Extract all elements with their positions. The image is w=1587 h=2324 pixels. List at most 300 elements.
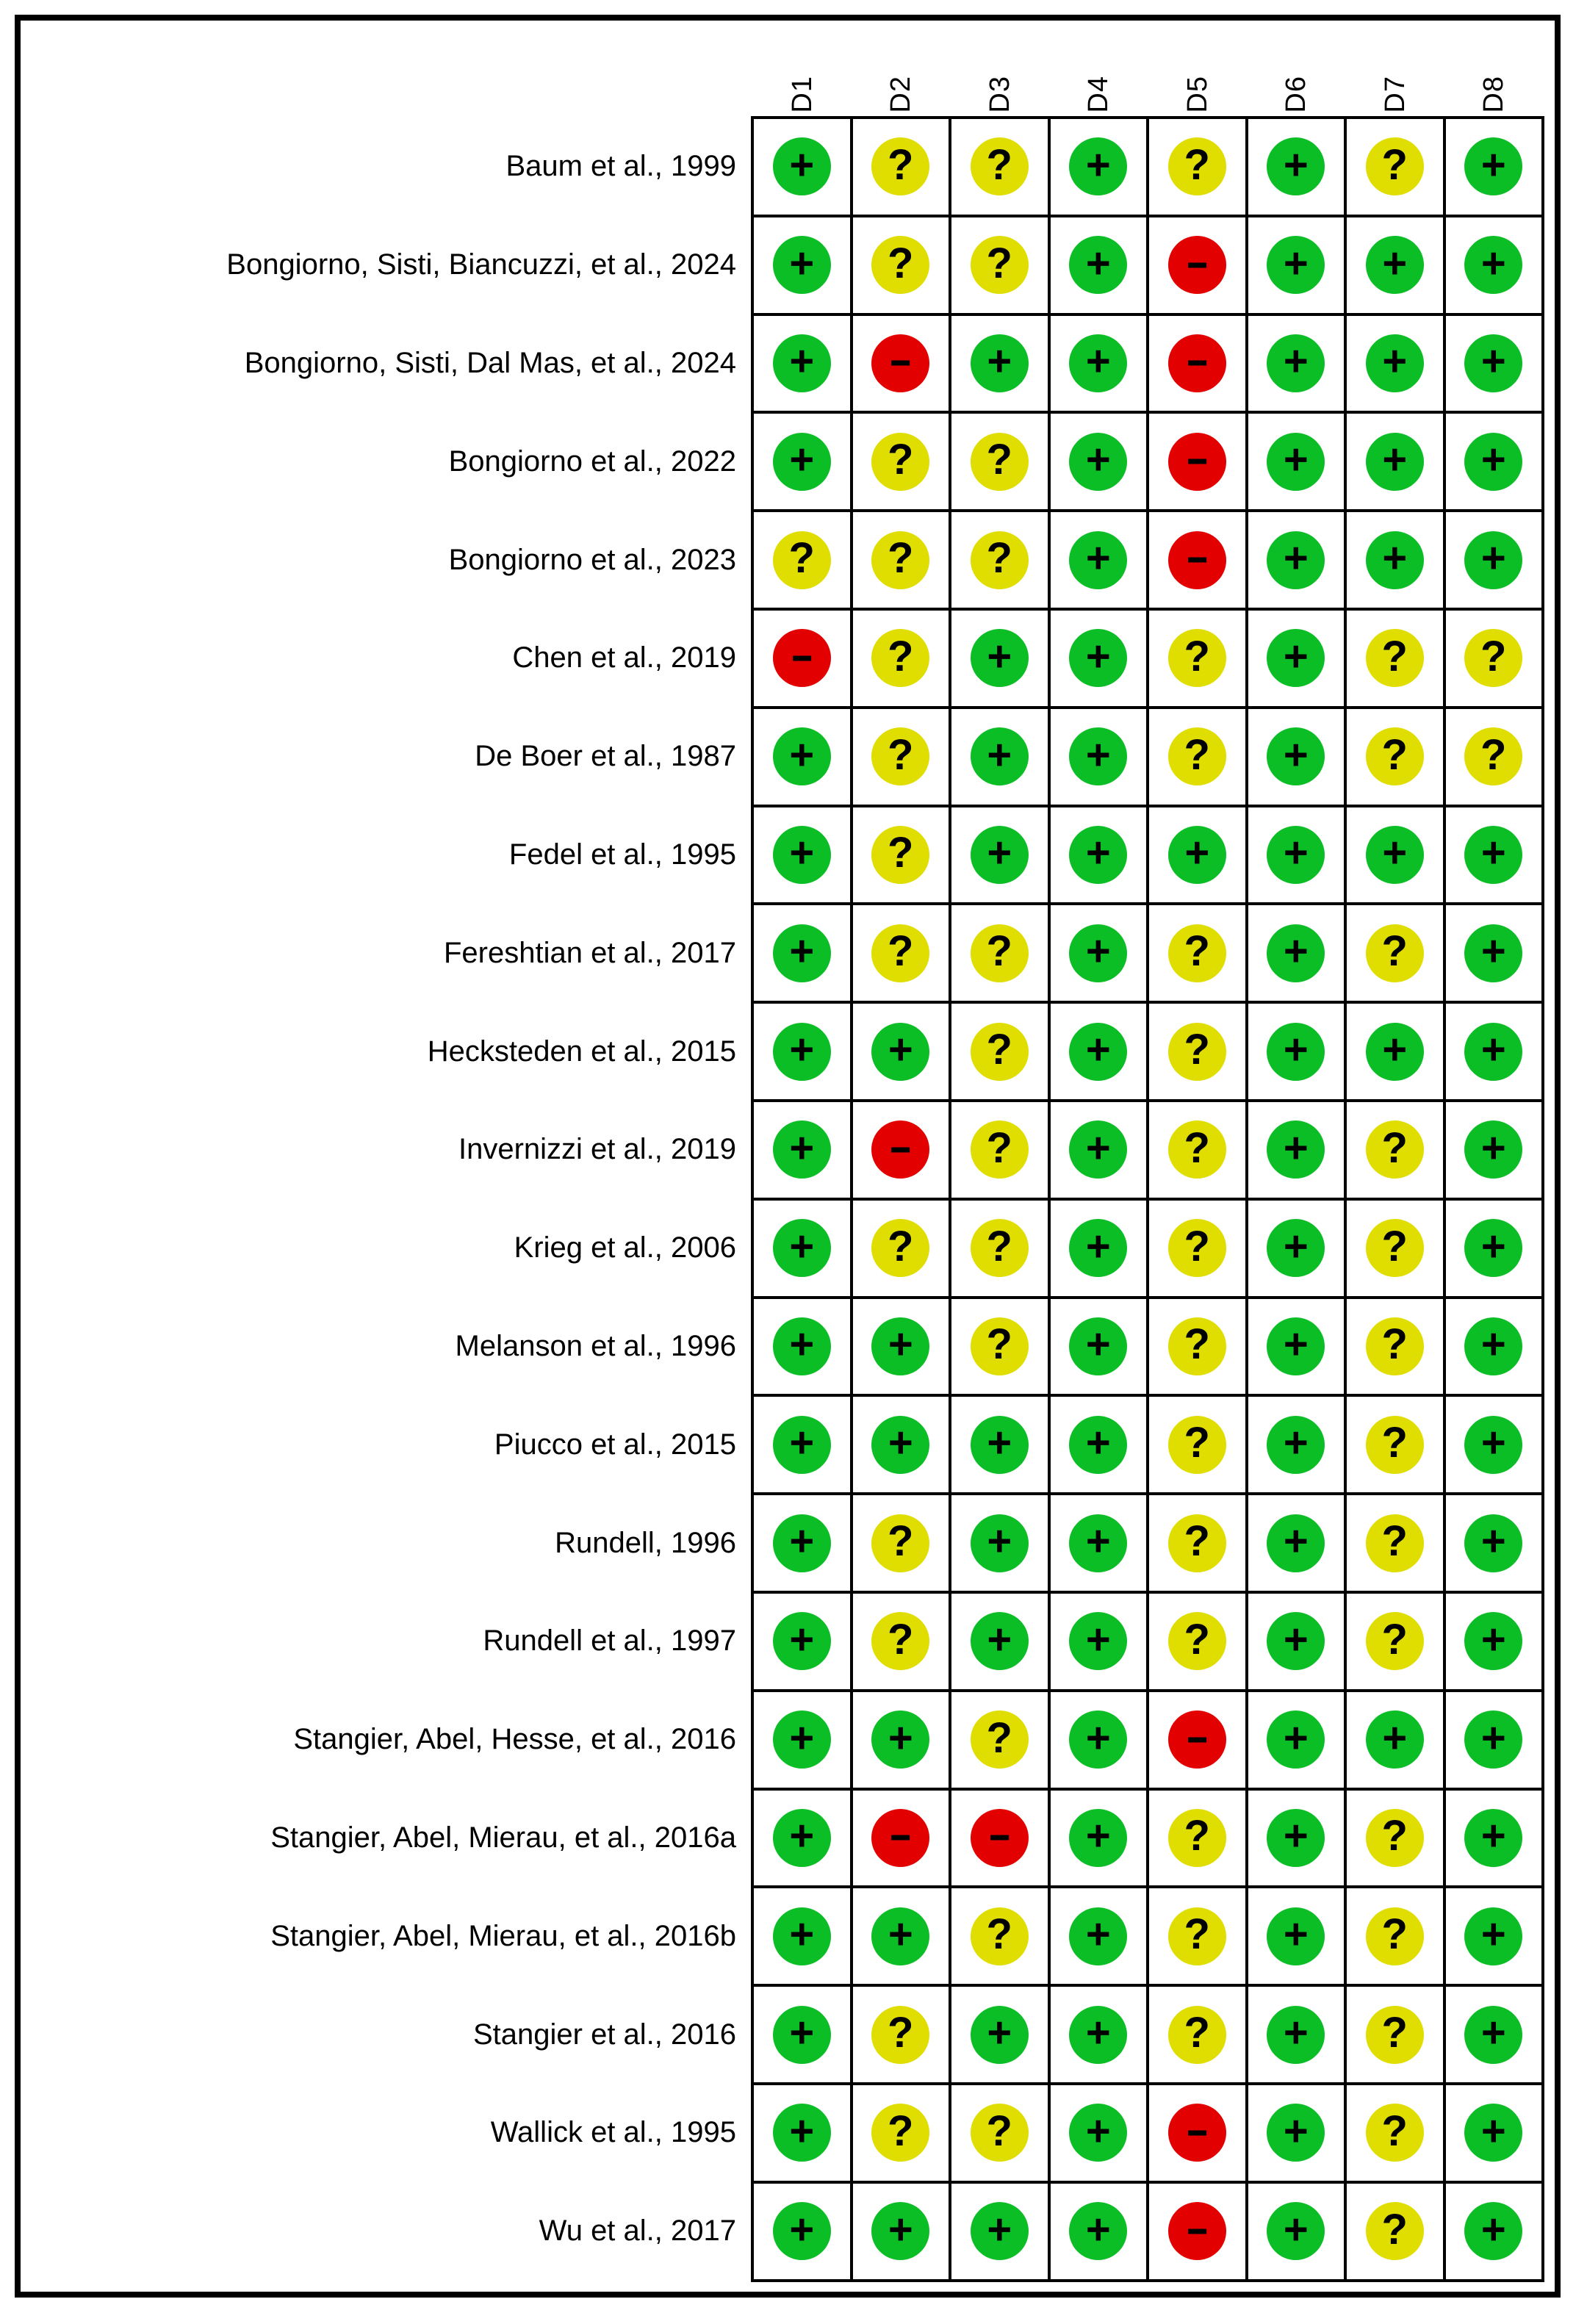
rating-circle-minus — [871, 1120, 929, 1179]
rating-circle-question — [1366, 629, 1424, 687]
rating-cell — [1051, 1791, 1147, 1886]
rating-circle-plus — [1069, 137, 1127, 195]
rating-cell — [1248, 512, 1345, 608]
rating-circle-plus — [1366, 334, 1424, 392]
rating-circle-plus — [1069, 236, 1127, 294]
rating-circle-plus — [1464, 2104, 1522, 2162]
rating-cell — [1149, 414, 1245, 509]
rating-cell — [1248, 1692, 1345, 1788]
rating-symbol: ? — [888, 436, 914, 484]
column-header-d6 — [1247, 16, 1346, 113]
rating-circle-question — [1366, 1612, 1424, 1670]
rating-circle-plus — [1069, 924, 1127, 982]
rating-symbol: ? — [1381, 730, 1408, 779]
rating-symbol: ? — [888, 730, 914, 779]
rating-symbol: + — [789, 1910, 815, 1959]
study-label: Krieg et al., 2006 — [514, 1231, 736, 1264]
rating-cell — [1051, 905, 1147, 1001]
rating-cell — [1149, 1299, 1245, 1395]
rating-circle-question — [971, 1219, 1029, 1277]
rating-circle-plus — [1069, 727, 1127, 785]
rating-cell — [951, 1102, 1048, 1198]
rating-circle-question — [1168, 727, 1226, 785]
rating-circle-plus — [1464, 1120, 1522, 1179]
rating-symbol: + — [1085, 1615, 1111, 1663]
rating-symbol: + — [1085, 337, 1111, 386]
column-header-d7 — [1345, 16, 1444, 113]
column-header-label: D2 — [885, 76, 916, 113]
rating-circle-question — [1366, 1219, 1424, 1277]
rating-circle-plus — [1464, 531, 1522, 589]
rating-cell — [754, 611, 850, 706]
rating-circle-plus — [1267, 334, 1325, 392]
column-header-d1 — [752, 16, 852, 113]
rating-cell — [1446, 2184, 1542, 2279]
rating-cell — [1446, 1004, 1542, 1099]
rating-symbol: + — [1085, 2205, 1111, 2253]
rating-symbol: + — [888, 1026, 913, 1074]
column-header-d5 — [1148, 16, 1247, 113]
rating-cell — [853, 1791, 949, 1886]
rating-symbol: ? — [986, 1123, 1012, 1172]
rating-symbol: + — [1085, 2107, 1111, 2155]
rating-circle-plus — [1069, 1023, 1127, 1081]
rating-symbol: ? — [986, 534, 1012, 583]
rating-symbol: + — [1283, 2205, 1309, 2253]
study-label: Stangier, Abel, Hesse, et al., 2016 — [293, 1723, 736, 1756]
rating-cell — [1149, 1201, 1245, 1296]
rating-symbol: ? — [1184, 927, 1210, 976]
rating-cell — [1248, 414, 1345, 509]
rating-symbol: + — [1382, 436, 1408, 484]
rating-circle-question — [1168, 1514, 1226, 1572]
rating-circle-plus — [971, 2202, 1029, 2260]
rating-cell — [1051, 1004, 1147, 1099]
study-label: Bongiorno, Sisti, Dal Mas, et al., 2024 — [244, 346, 736, 379]
rating-symbol: + — [987, 2009, 1012, 2057]
rating-symbol: + — [1283, 1615, 1309, 1663]
rating-symbol: + — [1283, 1320, 1309, 1369]
rating-symbol: + — [789, 436, 815, 484]
rating-symbol: + — [987, 337, 1012, 386]
rating-symbol: + — [1480, 2009, 1506, 2057]
rating-symbol: - — [789, 630, 814, 679]
rating-symbol: + — [1382, 239, 1408, 287]
study-label: Bongiorno et al., 2023 — [448, 543, 736, 576]
rating-circle-plus — [1267, 1023, 1325, 1081]
rating-circle-question — [1366, 1907, 1424, 1965]
rating-circle-plus — [773, 1416, 831, 1474]
rating-cell — [754, 1594, 850, 1689]
rating-cell — [853, 2085, 949, 2181]
rating-symbol: + — [789, 2107, 815, 2155]
rating-circle-plus — [1069, 1907, 1127, 1965]
rating-symbol: + — [1480, 1222, 1506, 1270]
rating-circle-plus — [971, 1514, 1029, 1572]
rating-symbol: ? — [1381, 1419, 1408, 1467]
rating-cell — [1446, 1299, 1542, 1395]
rating-cell — [1347, 611, 1443, 706]
rating-circle-plus — [1069, 826, 1127, 884]
rating-symbol: ? — [986, 1713, 1012, 1762]
rating-symbol: ? — [1184, 1615, 1210, 1663]
rating-cell — [1446, 709, 1542, 805]
rating-circle-plus — [773, 2006, 831, 2064]
rating-circle-question — [1168, 629, 1226, 687]
rating-symbol: ? — [1184, 1910, 1210, 1959]
rating-circle-plus — [773, 334, 831, 392]
rating-symbol: + — [1283, 1812, 1309, 1860]
rating-cell — [1248, 905, 1345, 1001]
rating-symbol: + — [1283, 239, 1309, 287]
rating-circle-plus — [773, 2202, 831, 2260]
rating-cell — [1446, 2085, 1542, 2181]
rating-cell — [1051, 1102, 1147, 1198]
rating-circle-question — [971, 924, 1029, 982]
rating-cell — [1051, 1495, 1147, 1591]
rating-symbol: + — [888, 1320, 913, 1369]
rating-symbol: + — [1283, 140, 1309, 189]
rating-symbol: ? — [1480, 632, 1507, 680]
rating-circle-plus — [773, 1023, 831, 1081]
rating-cell — [754, 512, 850, 608]
rating-circle-question — [871, 826, 929, 884]
rating-circle-question — [1366, 1514, 1424, 1572]
rating-symbol: - — [888, 336, 913, 384]
rating-circle-question — [871, 236, 929, 294]
rating-symbol: ? — [788, 534, 815, 583]
rating-symbol: + — [1382, 1713, 1408, 1762]
rating-circle-minus — [1168, 1710, 1226, 1769]
rating-cell — [951, 1397, 1048, 1492]
rating-circle-plus — [773, 1612, 831, 1670]
rating-circle-question — [1168, 1809, 1226, 1867]
rating-symbol: + — [789, 829, 815, 877]
rating-cell — [1446, 1888, 1542, 1984]
rating-circle-question — [1168, 137, 1226, 195]
rating-circle-plus — [773, 137, 831, 195]
column-header-label: D4 — [1083, 76, 1114, 113]
rating-circle-plus — [971, 727, 1029, 785]
rating-cell — [1051, 1692, 1147, 1788]
rating-symbol: ? — [888, 239, 914, 287]
column-header-label: D8 — [1478, 76, 1509, 113]
rating-circle-question — [1366, 1120, 1424, 1179]
rating-symbol: - — [1184, 533, 1209, 581]
rating-cell — [853, 611, 949, 706]
rating-cell — [1446, 119, 1542, 215]
column-header-label: D6 — [1281, 76, 1311, 113]
rating-circle-question — [1366, 137, 1424, 195]
rating-circle-question — [1366, 1809, 1424, 1867]
rating-cell — [1347, 905, 1443, 1001]
rating-symbol: + — [888, 2205, 913, 2253]
rating-cell — [1347, 1987, 1443, 2082]
rating-circle-plus — [1069, 1416, 1127, 1474]
rating-circle-plus — [1464, 1416, 1522, 1474]
rating-symbol: + — [789, 1812, 815, 1860]
study-label: Melanson et al., 1996 — [455, 1329, 736, 1362]
rating-circle-plus — [1267, 1710, 1325, 1769]
rating-symbol: + — [1085, 140, 1111, 189]
rating-symbol: ? — [888, 632, 914, 680]
rating-symbol: ? — [1381, 1123, 1408, 1172]
study-label: Fedel et al., 1995 — [508, 838, 736, 871]
rating-symbol: ? — [986, 1910, 1012, 1959]
rating-circle-question — [1366, 924, 1424, 982]
rating-symbol: + — [1283, 436, 1309, 484]
rating-symbol: + — [1085, 1910, 1111, 1959]
rating-cell — [1051, 512, 1147, 608]
rating-symbol: + — [789, 927, 815, 976]
rating-circle-plus — [773, 236, 831, 294]
rating-cell — [1347, 1397, 1443, 1492]
rating-circle-plus — [971, 334, 1029, 392]
rating-circle-plus — [1267, 137, 1325, 195]
rating-circle-minus — [971, 1809, 1029, 1867]
rating-symbol: ? — [888, 534, 914, 583]
rating-cell — [1248, 1594, 1345, 1689]
rating-symbol: - — [888, 1810, 913, 1859]
rating-symbol: + — [1085, 829, 1111, 877]
rating-symbol: + — [789, 730, 815, 779]
rating-cell — [1446, 316, 1542, 411]
rating-cell — [1347, 807, 1443, 903]
rating-cell — [1051, 807, 1147, 903]
rating-circle-plus — [1267, 1612, 1325, 1670]
rating-symbol: + — [1085, 730, 1111, 779]
rating-cell — [1149, 1888, 1245, 1984]
rating-symbol: + — [1085, 1419, 1111, 1467]
rating-cell — [1446, 1594, 1542, 1689]
column-header-d2 — [852, 16, 951, 113]
rating-cell — [1051, 611, 1147, 706]
rating-symbol: - — [888, 1122, 913, 1170]
rating-cell — [1248, 2085, 1345, 2181]
rating-circle-plus — [1464, 137, 1522, 195]
rating-circle-plus — [1267, 1514, 1325, 1572]
rating-symbol: + — [1480, 1517, 1506, 1566]
study-label: Bongiorno, Sisti, Biancuzzi, et al., 2024 — [226, 248, 736, 281]
study-label: Invernizzi et al., 2019 — [458, 1133, 736, 1166]
rating-circle-question — [871, 2104, 929, 2162]
rating-symbol: ? — [1381, 632, 1408, 680]
rating-cell — [754, 1791, 850, 1886]
rating-circle-plus — [1168, 826, 1226, 884]
rating-cell — [1446, 807, 1542, 903]
rating-symbol: + — [987, 1517, 1012, 1566]
rating-symbol: + — [1085, 534, 1111, 583]
study-label: Bongiorno et al., 2022 — [448, 445, 736, 478]
study-label: Fereshtian et al., 2017 — [443, 936, 736, 969]
rating-symbol: + — [1283, 1222, 1309, 1270]
rating-cell — [951, 217, 1048, 313]
rating-cell — [1446, 611, 1542, 706]
rating-cell — [1149, 1495, 1245, 1591]
rating-cell — [1149, 1987, 1245, 2082]
rating-symbol: + — [789, 140, 815, 189]
rating-cell — [1149, 905, 1245, 1001]
rating-cell — [1347, 2085, 1443, 2181]
rating-symbol: + — [987, 2205, 1012, 2253]
rating-circle-question — [1168, 1219, 1226, 1277]
rating-circle-minus — [1168, 433, 1226, 491]
rating-circle-question — [871, 924, 929, 982]
rating-cell — [853, 807, 949, 903]
rating-symbol: ? — [1381, 1517, 1408, 1566]
rating-symbol: + — [1283, 337, 1309, 386]
rating-cell — [951, 1791, 1048, 1886]
rating-circle-question — [1168, 2006, 1226, 2064]
rating-symbol: + — [1480, 927, 1506, 976]
rating-circle-plus — [971, 826, 1029, 884]
rating-circle-plus — [871, 1317, 929, 1375]
rating-cell — [1051, 1987, 1147, 2082]
rating-symbol: ? — [1184, 632, 1210, 680]
rating-cell — [853, 1495, 949, 1591]
rating-symbol: + — [1480, 829, 1506, 877]
rating-cell — [1347, 1299, 1443, 1395]
rating-circle-plus — [971, 629, 1029, 687]
rating-circle-plus — [971, 1416, 1029, 1474]
rating-cell — [951, 1987, 1048, 2082]
rating-cell — [951, 1299, 1048, 1395]
rating-symbol: ? — [1184, 1517, 1210, 1566]
rating-circle-plus — [1464, 236, 1522, 294]
rating-circle-question — [871, 433, 929, 491]
rating-symbol: + — [1283, 1123, 1309, 1172]
rating-symbol: ? — [888, 2009, 914, 2057]
column-header-label: D3 — [984, 76, 1015, 113]
rating-symbol: ? — [1184, 1123, 1210, 1172]
rating-circle-plus — [1267, 1317, 1325, 1375]
rating-circle-plus — [1464, 826, 1522, 884]
rating-cell — [951, 611, 1048, 706]
rating-cell — [951, 1495, 1048, 1591]
rating-circle-plus — [1069, 1612, 1127, 1670]
rating-symbol: ? — [1381, 1615, 1408, 1663]
rating-circle-plus — [773, 1219, 831, 1277]
rating-cell — [1446, 1102, 1542, 1198]
rating-circle-plus — [871, 2202, 929, 2260]
rating-symbol: ? — [888, 2107, 914, 2155]
rating-cell — [754, 2184, 850, 2279]
study-label: Stangier et al., 2016 — [472, 2018, 736, 2051]
rating-circle-plus — [1069, 1710, 1127, 1769]
rating-symbol: ? — [986, 239, 1012, 287]
rating-symbol: + — [789, 239, 815, 287]
rating-symbol: + — [1480, 1419, 1506, 1467]
rating-cell — [1347, 316, 1443, 411]
rating-circle-plus — [1366, 531, 1424, 589]
rating-cell — [951, 1692, 1048, 1788]
rating-cell — [754, 1692, 850, 1788]
rating-circle-question — [971, 1120, 1029, 1179]
rating-circle-plus — [1267, 2104, 1325, 2162]
rating-circle-plus — [1267, 826, 1325, 884]
rating-circle-question — [1168, 1416, 1226, 1474]
rating-circle-plus — [1464, 1317, 1522, 1375]
rating-circle-plus — [1464, 1023, 1522, 1081]
rating-cell — [853, 1397, 949, 1492]
rating-circle-question — [971, 1907, 1029, 1965]
rating-cell — [1051, 2184, 1147, 2279]
column-header-d8 — [1444, 16, 1544, 113]
rating-symbol: + — [1480, 436, 1506, 484]
rating-symbol: + — [1480, 1713, 1506, 1762]
rating-symbol: + — [1480, 1123, 1506, 1172]
rating-circle-plus — [1464, 433, 1522, 491]
rating-cell — [754, 1201, 850, 1296]
rating-circle-plus — [773, 1120, 831, 1179]
rating-circle-question — [1366, 727, 1424, 785]
rating-symbol: + — [789, 1419, 815, 1467]
rating-cell — [1051, 217, 1147, 313]
rating-circle-question — [971, 1710, 1029, 1769]
rating-symbol: + — [987, 632, 1012, 680]
rating-cell — [951, 2184, 1048, 2279]
rating-symbol: ? — [986, 140, 1012, 189]
rating-circle-minus — [1168, 334, 1226, 392]
study-label: De Boer et al., 1987 — [475, 740, 736, 773]
study-label: Baum et al., 1999 — [505, 150, 736, 183]
rating-cell — [853, 1004, 949, 1099]
rating-symbol: + — [789, 1026, 815, 1074]
rating-symbol: + — [1283, 829, 1309, 877]
rating-symbol: ? — [1381, 2009, 1408, 2057]
rating-circle-question — [1168, 1023, 1226, 1081]
rating-symbol: + — [1480, 1026, 1506, 1074]
rating-circle-plus — [1267, 1809, 1325, 1867]
rating-cell — [853, 119, 949, 215]
rating-cell — [1149, 611, 1245, 706]
rating-symbol: + — [987, 730, 1012, 779]
rating-cell — [1149, 1102, 1245, 1198]
rating-cell — [1446, 217, 1542, 313]
rating-circle-question — [971, 433, 1029, 491]
rating-circle-question — [1366, 1416, 1424, 1474]
rating-circle-plus — [1069, 2006, 1127, 2064]
rating-symbol: ? — [888, 829, 914, 877]
rating-circle-plus — [871, 1710, 929, 1769]
rating-symbol: - — [1184, 336, 1209, 384]
rating-circle-plus — [773, 1514, 831, 1572]
rating-cell — [754, 1102, 850, 1198]
rating-symbol: + — [1283, 730, 1309, 779]
rating-circle-question — [871, 727, 929, 785]
rating-circle-plus — [1267, 727, 1325, 785]
rating-symbol: + — [1283, 1026, 1309, 1074]
rating-cell — [853, 1692, 949, 1788]
rating-cell — [1347, 1004, 1443, 1099]
rating-cell — [1248, 807, 1345, 903]
rating-symbol: + — [1480, 1812, 1506, 1860]
rating-circle-question — [971, 531, 1029, 589]
rating-cell — [1446, 1397, 1542, 1492]
rating-symbol: + — [888, 1713, 913, 1762]
rating-cell — [853, 1888, 949, 1984]
rating-cell — [754, 1004, 850, 1099]
rating-symbol: ? — [888, 1222, 914, 1270]
rating-symbol: + — [888, 1419, 913, 1467]
rating-cell — [1248, 316, 1345, 411]
rating-cell — [1149, 1791, 1245, 1886]
rating-symbol: + — [1085, 1713, 1111, 1762]
rating-cell — [1149, 1594, 1245, 1689]
rating-circle-minus — [1168, 236, 1226, 294]
rating-cell — [1149, 1397, 1245, 1492]
rating-cell — [1248, 1201, 1345, 1296]
